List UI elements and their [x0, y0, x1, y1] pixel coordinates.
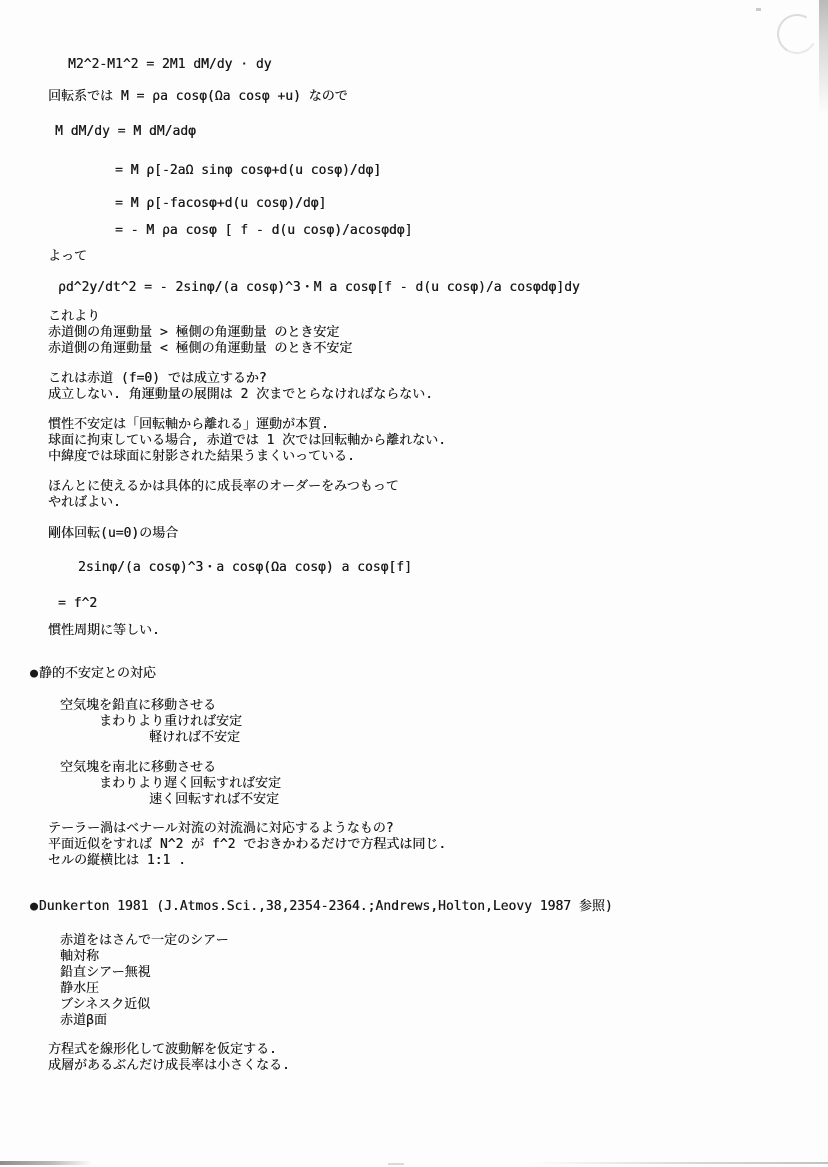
scan-speck-artifact [756, 8, 761, 11]
formula-line: M2^2-M1^2 = 2M1 dM/dy · dy [68, 57, 272, 72]
note-line: よって [48, 249, 88, 264]
note-line: ほんとに使えるかは具体的に成長率のオーダーをみつもって [48, 479, 399, 494]
reference-heading-row [0, 899, 828, 915]
reference-heading: Dunkerton 1981 (J.Atmos.Sci.,38,2354-2364.;Andrews,Holton,Leovy 1987 参照) [38, 899, 613, 914]
formula-line: ρd^2y/dt^2 = - 2sinφ/(a cosφ)^3・M a cosφ[f - d(u cosφ)/a cosφdφ]dy [58, 280, 580, 295]
note-line: 空気塊を南北に移動させる [60, 760, 217, 775]
formula-line: = M ρ[-facosφ+d(u cosφ)/dφ] [115, 196, 327, 211]
note-line: 速く回転すれば不安定 [149, 792, 280, 807]
note-line: 空気塊を鉛直に移動させる [60, 698, 217, 713]
note-line: まわりより遅く回転すれば安定 [99, 776, 282, 791]
note-line: テーラー渦はベナール対流の対流渦に対応するようなもの? [48, 821, 394, 836]
formula-line: = - M ρa cosφ [ f - d(u cosφ)/acosφdφ] [115, 223, 413, 238]
formula-line: = f^2 [58, 596, 98, 611]
bullet-icon: ● [30, 666, 38, 681]
note-line: 方程式を線形化して波動解を仮定する. [48, 1042, 277, 1057]
section-heading: 静的不安定との対応 [38, 666, 156, 681]
note-line: 中緯度では球面に射影された結果うまくいっている. [48, 449, 355, 464]
note-line: ブシネスク近似 [60, 997, 151, 1012]
formula-line: M dM/dy = M dM/adφ [55, 124, 196, 139]
scan-bottom-right-artifact [528, 1162, 828, 1164]
note-line: 慣性不安定は「回転軸から離れる」運動が本質. [48, 417, 329, 432]
note-line: 平面近似をすれば N^2 が f^2 でおきかわるだけで方程式は同じ. [48, 837, 447, 852]
formula-line: = M ρ[-2aΩ sinφ cosφ+d(u cosφ)/dφ] [115, 163, 382, 178]
note-line: やればよい. [48, 495, 121, 510]
note-line: これは赤道 (f=0) では成立するか? [48, 371, 267, 386]
note-line: 赤道側の角運動量 < 極側の角運動量 のとき不安定 [48, 341, 353, 356]
scan-bottom-tick-artifact [388, 1163, 404, 1165]
note-line: 赤道をはさんで一定のシアー [60, 933, 229, 948]
bullet-icon: ● [30, 899, 38, 914]
note-line: 回転系では M = ρa cosφ(Ωa cosφ +u) なので [48, 89, 348, 104]
note-line: 静水圧 [60, 981, 100, 996]
note-content [0, 57, 828, 1074]
note-line: まわりより重ければ安定 [99, 714, 243, 729]
note-line: これより [48, 309, 101, 324]
note-line: 赤道側の角運動量 > 極側の角運動量 のとき安定 [48, 325, 340, 340]
note-line: 軸対称 [60, 949, 100, 964]
note-line: 慣性周期に等しい. [48, 623, 160, 638]
note-line: 軽ければ不安定 [149, 730, 241, 745]
scan-bottom-left-artifact [0, 1161, 92, 1165]
note-line: 赤道β面 [60, 1013, 107, 1028]
note-line: 鉛直シアー無視 [60, 965, 151, 980]
formula-line: 2sinφ/(a cosφ)^3・a cosφ(Ωa cosφ) a cosφ[f] [78, 560, 412, 575]
scan-ring-artifact [773, 10, 822, 59]
section-heading-row [0, 666, 828, 682]
note-line: セルの縦横比は 1:1 . [48, 853, 186, 868]
note-line: 成立しない. 角運動量の展開は 2 次までとらなければならない. [48, 387, 433, 402]
note-line: 球面に拘束している場合, 赤道では 1 次では回転軸から離れない. [48, 433, 446, 448]
note-line: 成層があるぶんだけ成長率は小さくなる. [48, 1058, 290, 1073]
note-line: 剛体回転(u=0)の場合 [48, 526, 179, 541]
